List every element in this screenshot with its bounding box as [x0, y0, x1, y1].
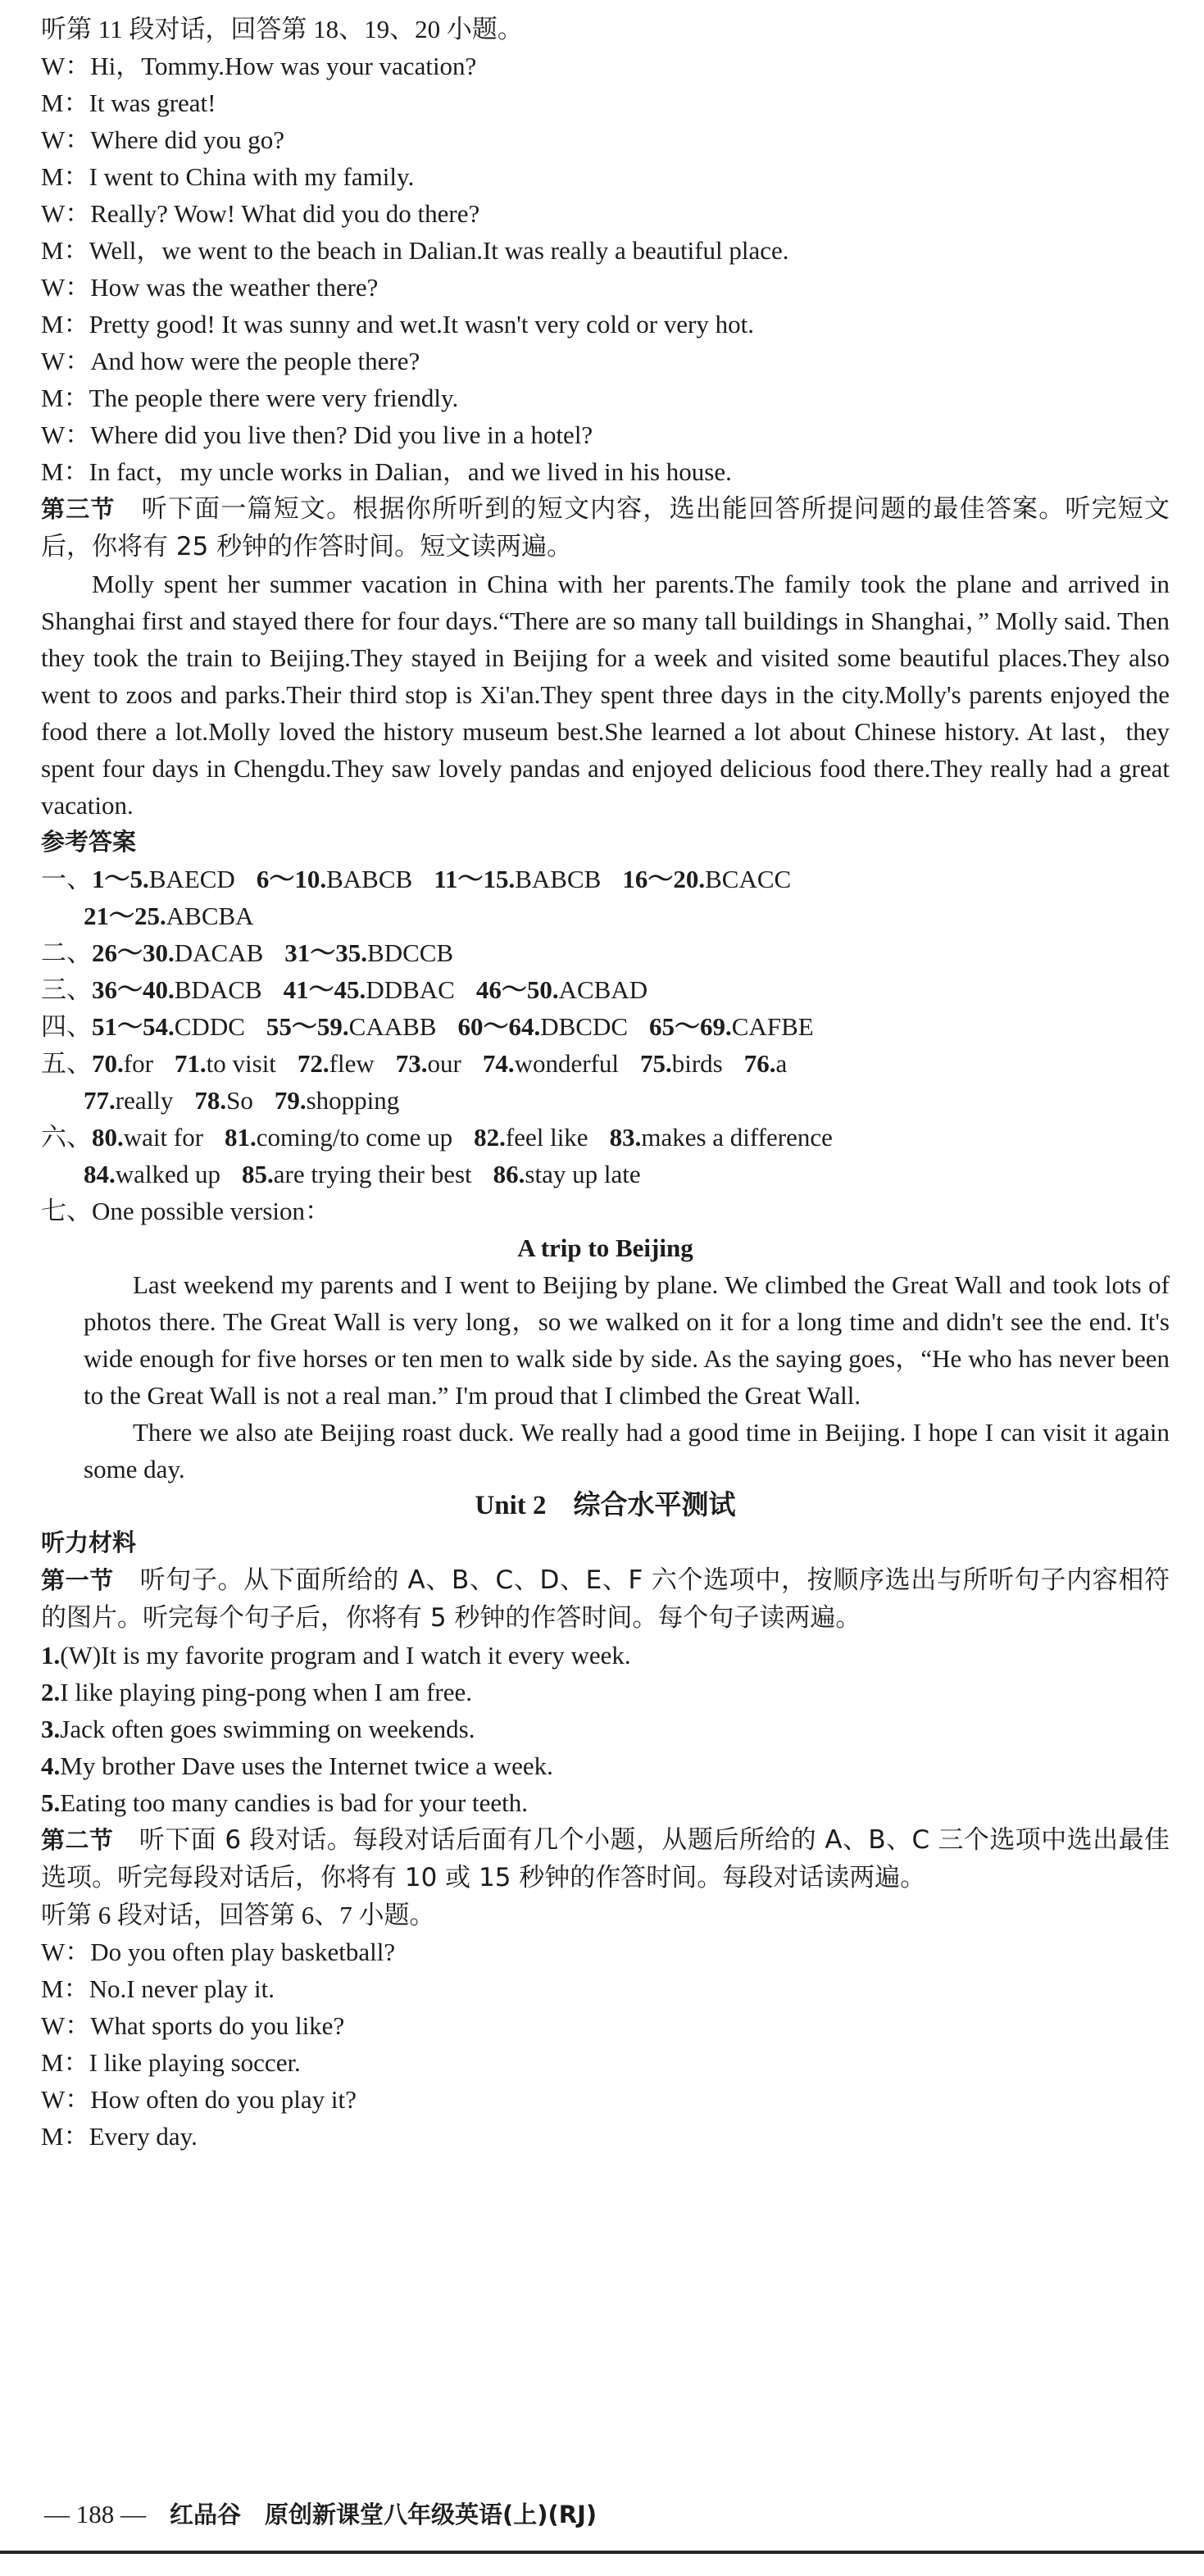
answer-number: 83.	[609, 1123, 642, 1152]
section-3-instruction	[41, 490, 1170, 566]
answer-prefix: 七、	[41, 1197, 92, 1225]
answer-item	[194, 1086, 253, 1115]
dialogue-line: 听第 6 段对话，回答第 6、7 小题。	[41, 1901, 435, 1929]
dialogue-line: W：How often do you play it?	[41, 2085, 357, 2114]
sentence-text: I like playing ping-pong when I am free.	[60, 1678, 472, 1706]
answer-item	[92, 865, 235, 893]
answer-item	[225, 1123, 452, 1152]
answer-number: 73.	[395, 1049, 428, 1078]
dialogue-line: M：It was great!	[41, 89, 216, 117]
sentence-text: Jack often goes swimming on weekends.	[60, 1715, 475, 1743]
answer-number: 79.	[274, 1086, 307, 1115]
answer-item	[242, 1160, 472, 1188]
answer-number: 80.	[92, 1123, 124, 1152]
answer-value: So	[226, 1086, 253, 1115]
answer-row	[41, 861, 1170, 897]
sentence-item	[41, 1637, 1170, 1674]
answer-item	[622, 865, 791, 893]
sentence-list	[41, 1637, 1170, 1821]
dialogue-line: M：In fact，my uncle works in Dalian，and we lived in his house.	[41, 457, 732, 486]
answer-number: 75.	[640, 1049, 672, 1078]
answer-value: our	[427, 1049, 461, 1078]
section-2-label: 第二节	[41, 1826, 114, 1854]
sentence-item	[41, 1784, 1170, 1821]
answer-number: 71.	[174, 1049, 207, 1078]
section-1-label: 第一节	[41, 1566, 114, 1594]
answer-value: wait for	[123, 1123, 204, 1152]
answer-prefix: 一、	[41, 865, 92, 893]
essay-title: A trip to Beijing	[517, 1233, 693, 1262]
answer-prefix: 二、	[41, 938, 92, 967]
answer-item	[610, 1123, 833, 1152]
answer-number: 72.	[297, 1049, 329, 1078]
answers-heading: 参考答案	[41, 828, 137, 856]
dialogue-line: M：I went to China with my family.	[41, 162, 415, 191]
answer-item	[298, 1049, 375, 1078]
answer-number: 26～30.	[92, 938, 175, 967]
answer-number: 41～45.	[283, 975, 366, 1004]
answer-value: shopping	[306, 1086, 400, 1115]
answer-prefix: 三、	[41, 975, 92, 1004]
answer-item	[84, 1160, 220, 1188]
answer-item	[92, 975, 262, 1004]
answer-value: DDBAC	[366, 975, 455, 1004]
answer-value: CAFBE	[731, 1012, 814, 1041]
answer-item	[84, 902, 254, 930]
dialogue-line: W：What sports do you like?	[41, 2011, 345, 2040]
answer-value: birds	[671, 1049, 723, 1078]
sentence-number: 4.	[41, 1751, 61, 1780]
answer-number: 84.	[84, 1160, 116, 1188]
answer-value: a	[775, 1049, 788, 1078]
answer-value: really	[115, 1086, 174, 1115]
answer-number: 46～50.	[475, 975, 559, 1004]
section-2-instruction	[41, 1821, 1170, 1897]
answer-item	[284, 938, 453, 967]
answer-number: 81.	[225, 1123, 257, 1152]
answer-number: 85.	[242, 1160, 274, 1188]
answer-item	[744, 1049, 788, 1078]
answer-value: BABCB	[515, 865, 602, 893]
answer-row	[41, 1119, 1170, 1156]
dialogue-11	[41, 11, 1170, 490]
answer-value: DBCDC	[540, 1012, 629, 1041]
answer-item	[92, 938, 263, 967]
unit-2-title: Unit 2 综合水平测试	[475, 1491, 736, 1520]
answer-item	[493, 1160, 641, 1188]
answer-number: 70.	[92, 1049, 124, 1078]
answer-item	[275, 1086, 399, 1115]
page-body	[41, 11, 1170, 2155]
answer-item	[175, 1049, 276, 1078]
answer-row	[41, 897, 1170, 934]
answer-number: 16～20.	[622, 865, 706, 893]
answer-value: DACAB	[174, 938, 264, 967]
section-3-text: 听下面一篇短文。根据你所听到的短文内容，选出能回答所提问题的最佳答案。听完短文后，你将有 25 秒钟的作答时间。短文读两遍。	[41, 494, 1170, 561]
essay-paragraph-2: There we also ate Beijing roast duck. We really had a good time in Beijing. I hope I can visit it again some day.	[84, 1418, 1170, 1483]
answer-row	[41, 1008, 1170, 1045]
answer-item	[257, 865, 412, 893]
sentence-number: 5.	[41, 1788, 61, 1817]
page-number: — 188 —	[44, 2500, 146, 2528]
sentence-item	[41, 1674, 1170, 1711]
answer-item	[92, 1123, 203, 1152]
section-1-instruction	[41, 1561, 1170, 1637]
dialogue-line: W：Where did you live then? Did you live in a hotel?	[41, 420, 593, 449]
answer-value: to visit	[206, 1049, 276, 1078]
answer-item	[649, 1012, 814, 1041]
sentence-number: 3.	[41, 1715, 61, 1743]
answer-number: 60～64.	[457, 1012, 541, 1041]
answer-number: 86.	[493, 1160, 525, 1188]
listening-heading: 听力材料	[41, 1529, 137, 1556]
essay-paragraph-1: Last weekend my parents and I went to Beijing by plane. We climbed the Great Wall and took lots of photos there. The Great Wall is very long，so we walked on it for a long time and didn't see the end. It's wide enough for five horses or ten men to walk side by side. As the saying goes，“He who has never been to the Great Wall is not a real man.” I'm proud that I climbed the Great Wall.	[84, 1270, 1170, 1410]
answer-item	[476, 975, 647, 1004]
answer-value: BDCCB	[367, 938, 454, 967]
answer-prefix: 六、	[41, 1123, 92, 1152]
answer-number: 36～40.	[92, 975, 175, 1004]
answer-number: 51～54.	[92, 1012, 175, 1041]
answer-item	[84, 1086, 173, 1115]
answer-number: 55～59.	[266, 1012, 349, 1041]
answer-number: 65～69.	[649, 1012, 732, 1041]
sentence-text: Eating too many candies is bad for your teeth.	[60, 1788, 529, 1817]
dialogue-line: M：Every day.	[41, 2122, 198, 2151]
answer-item	[92, 1049, 153, 1078]
answer-prefix: 五、	[41, 1049, 92, 1078]
dialogue-line: M：The people there were very friendly.	[41, 384, 459, 412]
answer-row	[41, 1082, 1170, 1119]
section-3-label: 第三节	[41, 495, 116, 523]
answer-value: BAECD	[148, 865, 235, 893]
dialogue-line: W：Where did you go?	[41, 125, 284, 154]
bottom-rule	[0, 2551, 1204, 2554]
answer-value: stay up late	[525, 1160, 641, 1188]
dialogue-line: M：Pretty good! It was sunny and wet.It wasn't very cold or very hot.	[41, 310, 754, 338]
answer-value: are trying their best	[273, 1160, 472, 1188]
answer-seven-text: One possible version：	[92, 1197, 331, 1225]
answer-number: 78.	[194, 1086, 227, 1115]
sentence-item	[41, 1711, 1170, 1747]
answer-list	[41, 861, 1170, 1193]
dialogue-line: W：How was the weather there?	[41, 273, 379, 302]
dialogue-line: M：No.I never play it.	[41, 1974, 275, 2003]
answer-number: 76.	[743, 1049, 776, 1078]
sentence-number: 2.	[41, 1678, 61, 1706]
answer-item	[266, 1012, 437, 1041]
answer-value: ABCBA	[166, 902, 254, 930]
sentence-text: My brother Dave uses the Internet twice a week.	[60, 1751, 553, 1780]
footer-book-title: 红品谷 原创新课堂八年级英语(上)(RJ)	[170, 2501, 597, 2528]
answer-value: BABCB	[326, 865, 413, 893]
answer-item	[483, 1049, 619, 1078]
answer-prefix: 四、	[41, 1012, 92, 1041]
answer-number: 11～15.	[434, 865, 516, 893]
answer-value: coming/to come up	[256, 1123, 453, 1152]
answer-number: 21～25.	[84, 902, 166, 930]
answer-value: BCACC	[705, 865, 792, 893]
answer-item	[396, 1049, 461, 1078]
answer-value: for	[123, 1049, 153, 1078]
sentence-item	[41, 1747, 1170, 1784]
answer-row	[41, 1045, 1170, 1082]
dialogue-line: M：I like playing soccer.	[41, 2048, 301, 2077]
answer-value: flew	[329, 1049, 375, 1078]
answer-number: 1～5.	[92, 865, 149, 893]
page-footer	[44, 2496, 597, 2533]
answer-item	[92, 1012, 245, 1041]
answer-value: CAABB	[348, 1012, 437, 1041]
answer-value: feel like	[505, 1123, 588, 1152]
answer-row-seven	[41, 1193, 1170, 1229]
answer-number: 74.	[482, 1049, 515, 1078]
section-1-text: 听句子。从下面所给的 A、B、C、D、E、F 六个选项中，按顺序选出与所听句子内容相符的图片。听完每个句子后，你将有 5 秒钟的作答时间。每个句子读两遍。	[41, 1565, 1170, 1633]
section-2-text: 听下面 6 段对话。每段对话后面有几个小题，从题后所给的 A、B、C 三个选项中选出最佳选项。听完每段对话后，你将有 10 或 15 秒钟的作答时间。每段对话读两遍。	[41, 1825, 1170, 1892]
section-3-passage: Molly spent her summer vacation in China with her parents.The family took the plane and arrived in Shanghai first and stayed there for four days.“There are so many tall buildings in Shanghai，” Molly said. Then they took the train to Beijing.They stayed in Beijing for a week and visited some beautiful places.They also went to zoos and parks.Their third stop is Xi'an.They spent three days in the city.Molly's parents enjoyed the food there a lot.Molly loved the history museum best.She learned a lot about Chinese history. At last，they spent four days in Chengdu.They saw lovely pandas and enjoyed delicious food there.They really had a great vacation.	[41, 570, 1170, 820]
answer-value: walked up	[115, 1160, 221, 1188]
answer-item	[457, 1012, 628, 1041]
answer-value: wonderful	[514, 1049, 619, 1078]
answer-row	[41, 934, 1170, 971]
dialogue-6	[41, 1897, 1170, 2155]
answer-item	[434, 865, 601, 893]
answer-value: BDACB	[174, 975, 262, 1004]
answer-value: ACBAD	[558, 975, 648, 1004]
answer-number: 31～35.	[284, 938, 368, 967]
answer-row	[41, 1156, 1170, 1193]
dialogue-line: M：Well，we went to the beach in Dalian.It was really a beautiful place.	[41, 236, 789, 265]
answer-item	[640, 1049, 723, 1078]
answer-number: 82.	[474, 1123, 506, 1152]
answer-number: 77.	[84, 1086, 116, 1115]
sentence-number: 1.	[41, 1641, 61, 1670]
answer-value: makes a difference	[641, 1123, 833, 1152]
answer-item	[284, 975, 455, 1004]
answer-row	[41, 971, 1170, 1008]
dialogue-line: W：Really? Wow! What did you do there?	[41, 199, 480, 228]
dialogue-line: W：And how were the people there?	[41, 347, 420, 375]
dialogue-line: 听第 11 段对话，回答第 18、19、20 小题。	[41, 15, 523, 43]
dialogue-line: W：Hi，Tommy.How was your vacation?	[41, 52, 477, 80]
sentence-text: (W)It is my favorite program and I watch it every week.	[60, 1641, 631, 1670]
dialogue-line: W：Do you often play basketball?	[41, 1938, 396, 1966]
answer-item	[474, 1123, 588, 1152]
answer-number: 6～10.	[256, 865, 327, 893]
answer-value: CDDC	[174, 1012, 245, 1041]
